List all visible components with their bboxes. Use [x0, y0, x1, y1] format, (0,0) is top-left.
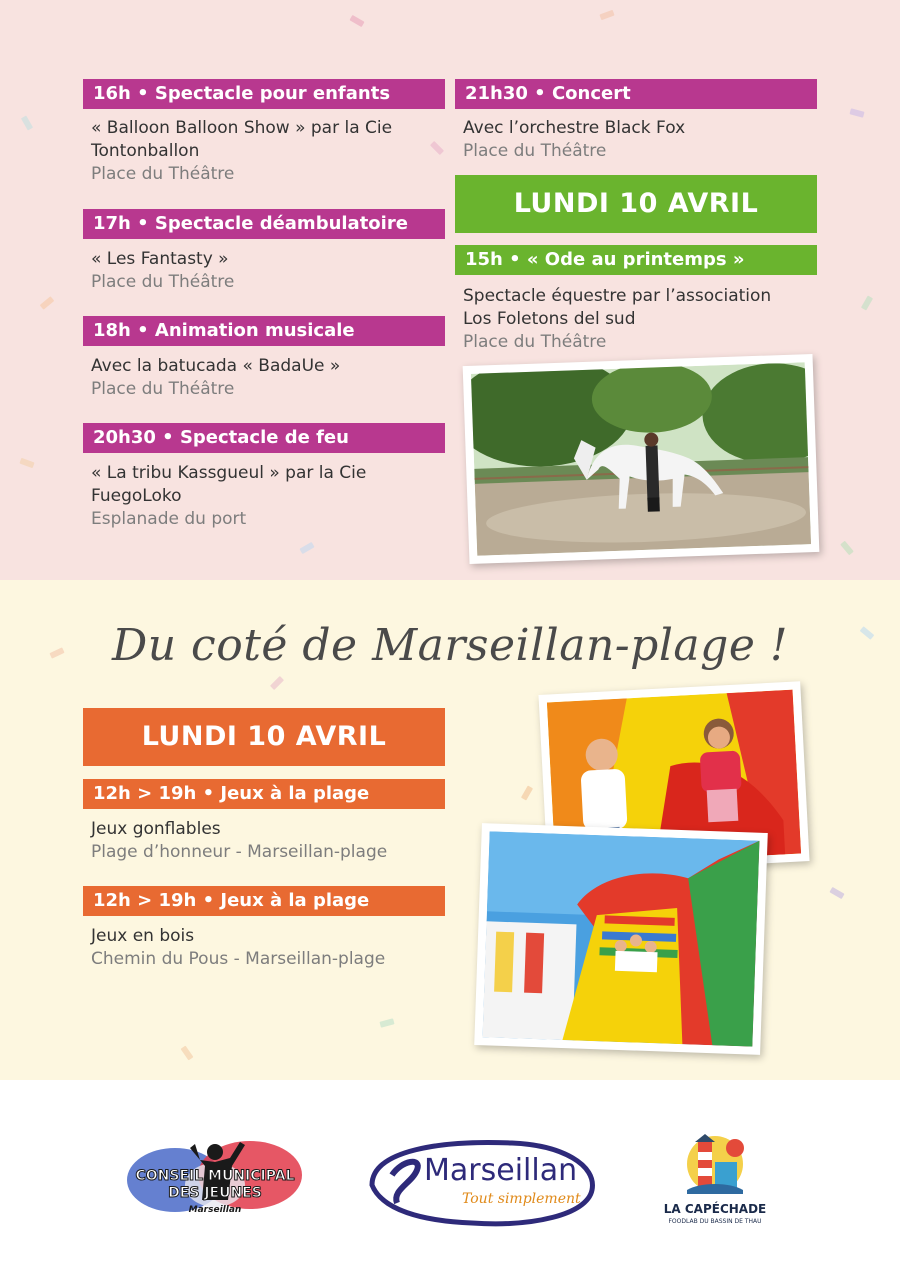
- beach-section: [0, 580, 900, 1080]
- event-line: « Les Fantasty »: [91, 249, 229, 269]
- slide-photo: [474, 823, 768, 1055]
- event-place: Place du Théâtre: [463, 141, 607, 161]
- event-title: 18h • Animation musicale: [83, 316, 445, 346]
- event-title: 12h > 19h • Jeux à la plage: [83, 779, 445, 809]
- date-banner: LUNDI 10 AVRIL: [455, 175, 817, 233]
- logo1-text: [120, 1168, 310, 1219]
- event-line: Tontonballon: [91, 141, 200, 161]
- marseillan-logo: [362, 1135, 602, 1227]
- confetti: [829, 887, 844, 899]
- horse-photo: [463, 354, 820, 564]
- event-place: Esplanade du port: [91, 509, 247, 529]
- conseil-municipal-logo: [120, 1130, 310, 1230]
- event-description: [463, 117, 817, 163]
- event-description: [91, 248, 445, 294]
- event-line: Los Foletons del sud: [463, 309, 636, 329]
- event-place: Place du Théâtre: [91, 164, 235, 184]
- confetti: [270, 676, 284, 690]
- confetti: [849, 108, 864, 117]
- logo1-line3: Marseillan: [188, 1205, 242, 1215]
- event-place: Chemin du Pous - Marseillan-plage: [91, 949, 386, 969]
- event-line: « La tribu Kassgueul » par la Cie: [91, 463, 367, 483]
- footer-logos: [0, 1080, 900, 1276]
- event-description: [91, 925, 445, 971]
- event-place: Place du Théâtre: [91, 379, 235, 399]
- event-line: Jeux en bois: [91, 926, 195, 946]
- event-place: Plage d’honneur - Marseillan-plage: [91, 842, 388, 862]
- event-description: [91, 355, 445, 401]
- event-line: Jeux gonflables: [91, 819, 221, 839]
- confetti: [181, 1046, 194, 1061]
- event-title: 21h30 • Concert: [455, 79, 817, 109]
- event-title: 15h • « Ode au printemps »: [455, 245, 817, 275]
- event-title: 17h • Spectacle déambulatoire: [83, 209, 445, 239]
- confetti: [521, 785, 533, 800]
- event-line: « Balloon Balloon Show » par la Cie: [91, 118, 393, 138]
- event-description: [91, 117, 445, 186]
- town-section: [0, 0, 900, 580]
- logo3-tagline: FOODLAB DU BASSIN DE THAU: [668, 1218, 762, 1225]
- event-place: Place du Théâtre: [463, 332, 607, 352]
- event-place: Place du Théâtre: [91, 272, 235, 292]
- event-title: 20h30 • Spectacle de feu: [83, 423, 445, 453]
- confetti: [21, 115, 33, 130]
- confetti: [349, 15, 364, 27]
- confetti: [840, 541, 854, 556]
- confetti: [379, 1018, 394, 1027]
- logo3-name: LA CAPÉCHADE: [663, 1202, 767, 1216]
- inflatable-slide-image: [482, 831, 759, 1046]
- confetti: [599, 10, 614, 20]
- event-description: [91, 462, 445, 531]
- beach-title: Du coté de Marseillan-plage !: [111, 620, 789, 671]
- event-line: Avec l’orchestre Black Fox: [463, 118, 686, 138]
- lighthouse-icon: [660, 1132, 770, 1202]
- event-line: Spectacle équestre par l’association: [463, 286, 772, 306]
- confetti: [299, 542, 314, 554]
- confetti: [19, 458, 34, 468]
- event-title: 16h • Spectacle pour enfants: [83, 79, 445, 109]
- confetti: [861, 295, 873, 310]
- logo1-line1: CONSEIL MUNICIPAL: [135, 1168, 295, 1184]
- confetti: [40, 296, 55, 310]
- logo1-line2: DES JEUNES: [168, 1185, 262, 1201]
- date-banner: LUNDI 10 AVRIL: [83, 708, 445, 766]
- capechade-logo: [660, 1132, 770, 1240]
- event-line: FuegoLoko: [91, 486, 182, 506]
- event-description: [91, 818, 445, 864]
- event-description: [463, 285, 817, 354]
- event-title: 12h > 19h • Jeux à la plage: [83, 886, 445, 916]
- event-line: Avec la batucada « BadaUe »: [91, 356, 341, 376]
- logo2-tagline: Tout simplement: [462, 1191, 581, 1207]
- logo2-name: Marseillan: [424, 1153, 578, 1188]
- horse-show-image: [471, 362, 811, 556]
